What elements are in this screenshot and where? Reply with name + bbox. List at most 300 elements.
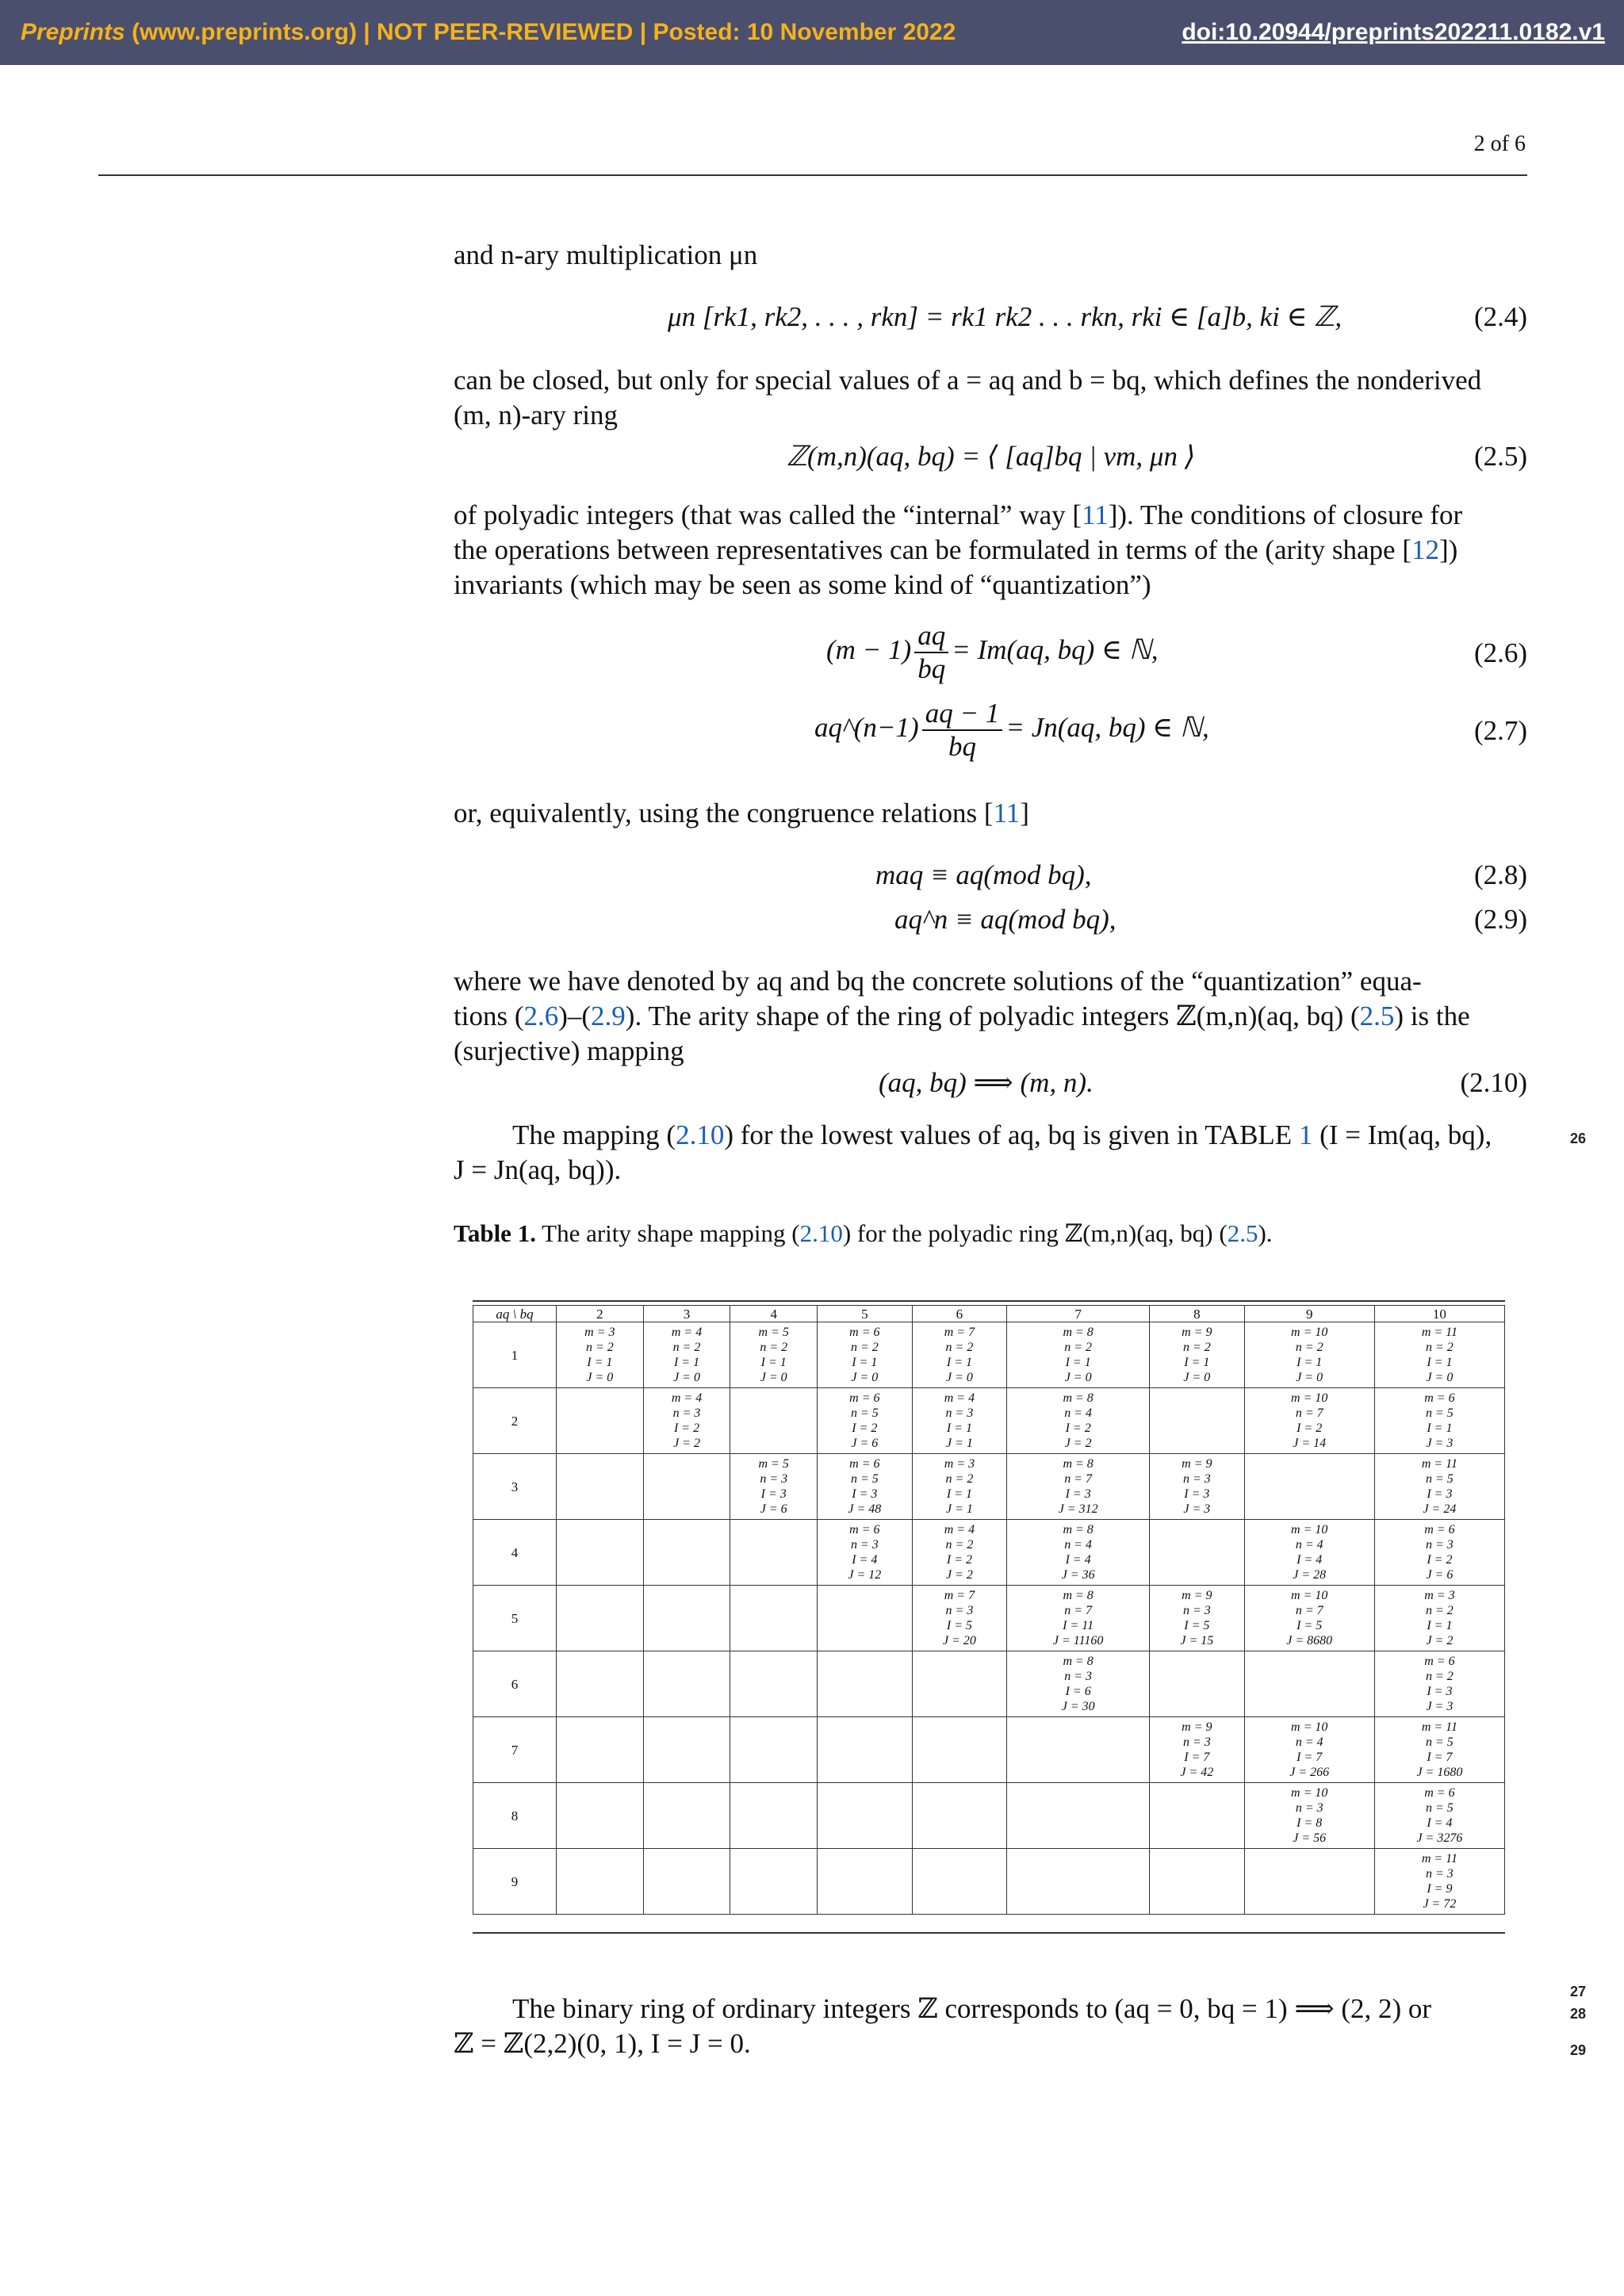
table-cell: [1244, 1717, 1374, 1783]
equation-2-6-lhs: (m − 1): [826, 634, 912, 666]
cell-line: n = 7: [1064, 1604, 1093, 1617]
cell-line: n = 2: [1182, 1341, 1211, 1354]
cell-line: m = 4: [671, 1391, 703, 1405]
cell-line: m = 9: [1182, 1589, 1212, 1602]
citation-link-11[interactable]: 11: [1082, 499, 1109, 530]
cell-line: m = 10: [1291, 1720, 1328, 1734]
row-header: 2: [473, 1388, 557, 1454]
equation-2-7-fraction: [922, 698, 1003, 763]
cell-line: m = 5: [758, 1326, 789, 1339]
cell-line: I = 5: [1297, 1619, 1323, 1632]
cell-line: n = 5: [1426, 1472, 1454, 1486]
table-cell: [1150, 1586, 1245, 1651]
cell-line: J = 14: [1293, 1437, 1327, 1450]
table-cell: [1150, 1388, 1245, 1454]
cell-line: n = 3: [945, 1406, 974, 1420]
cell-line: n = 2: [945, 1538, 974, 1552]
cell-line: J = 8680: [1286, 1634, 1333, 1647]
column-header: 4: [730, 1306, 818, 1322]
cell-line: n = 3: [1295, 1801, 1323, 1815]
paragraph-polyadic-line2: [454, 533, 1527, 568]
cell-line: m = 4: [944, 1523, 975, 1536]
table-cell: [730, 1388, 818, 1454]
equation-2-4-number: (2.4): [1473, 301, 1527, 332]
table-cell: [912, 1454, 1007, 1520]
fraction-numerator: aq: [914, 620, 948, 653]
text-run: ).: [1258, 1219, 1273, 1247]
cell-line: J = 0: [851, 1371, 879, 1384]
table-cell: [818, 1717, 913, 1783]
cell-line: J = 2: [673, 1437, 700, 1450]
text-run: tions (: [454, 1001, 524, 1031]
paragraph-polyadic-line1: [454, 498, 1527, 533]
cell-line: m = 4: [944, 1391, 975, 1405]
cell-line: J = 24: [1423, 1502, 1457, 1516]
cell-line: m = 8: [1063, 1589, 1094, 1602]
column-header: 2: [557, 1306, 644, 1322]
text-run: ) for the lowest values of aq, bq is given in TABLE: [724, 1119, 1299, 1150]
cell-line: m = 6: [1424, 1655, 1455, 1668]
table-row: [473, 1651, 1505, 1717]
table-cell: [1374, 1651, 1504, 1717]
table-cell: [1150, 1454, 1245, 1520]
cell-line: I = 4: [1427, 1816, 1453, 1830]
table-cell: [1150, 1322, 1245, 1388]
table-cell: [1150, 1520, 1245, 1586]
table-cell: [818, 1783, 913, 1849]
paragraph-quantization: [454, 964, 1527, 1069]
column-header: 10: [1374, 1306, 1504, 1322]
cell-line: n = 2: [1426, 1341, 1454, 1354]
paragraph-quantization-line3: (surjective) mapping: [454, 1035, 684, 1066]
cell-line: I = 5: [1184, 1619, 1210, 1632]
cell-line: I = 1: [946, 1487, 972, 1501]
table-row: [473, 1520, 1505, 1586]
row-header: 6: [473, 1651, 557, 1717]
text-run: of polyadic integers (that was called the “internal” way [: [454, 499, 1082, 530]
cell-line: n = 3: [1426, 1867, 1454, 1881]
table-cell: [1374, 1586, 1504, 1651]
equation-2-5-math: ℤ(m,n)(aq, bq) = ⟨ [aq]bq | νm, μn ⟩: [787, 441, 1196, 472]
column-header: 8: [1150, 1306, 1245, 1322]
table-cell: [1150, 1783, 1245, 1849]
paragraph-closure-line1: can be closed, but only for special values of a = aq and b = bq, which defines the nonderived: [454, 365, 1482, 396]
table-cell: [1244, 1783, 1374, 1849]
table-cell: [1244, 1388, 1374, 1454]
cell-line: m = 6: [1424, 1523, 1455, 1536]
paragraph-mapping-line2: J = Jn(aq, bq)).: [454, 1154, 622, 1185]
cell-line: n = 4: [1064, 1538, 1093, 1552]
table-cell: [643, 1783, 730, 1849]
cell-line: n = 5: [1426, 1801, 1454, 1815]
cell-line: J = 42: [1180, 1766, 1214, 1779]
line-number-26: 26: [1569, 1131, 1586, 1146]
cell-line: m = 6: [849, 1457, 880, 1471]
cell-line: n = 2: [945, 1341, 974, 1354]
table-cell: [818, 1322, 913, 1388]
equation-2-9-number: (2.9): [1473, 904, 1527, 935]
cell-line: J = 56: [1293, 1831, 1327, 1845]
fraction-denominator: bq: [948, 731, 977, 762]
cell-line: I = 7: [1184, 1751, 1210, 1764]
text-run: (I = Im(aq, bq),: [1312, 1119, 1492, 1150]
cell-line: m = 11: [1421, 1457, 1457, 1471]
table-cell: [1244, 1651, 1374, 1717]
table-cell: [730, 1454, 818, 1520]
table-caption-label: Table 1.: [454, 1219, 536, 1247]
cell-line: n = 7: [1064, 1472, 1093, 1486]
cell-line: I = 11: [1063, 1619, 1094, 1632]
cell-line: n = 2: [1426, 1604, 1454, 1617]
cell-line: m = 9: [1182, 1457, 1212, 1471]
cell-line: I = 1: [587, 1356, 613, 1369]
cell-line: n = 5: [1426, 1735, 1454, 1749]
cell-line: J = 28: [1293, 1568, 1327, 1582]
cell-line: I = 1: [673, 1356, 700, 1369]
cell-line: m = 6: [1424, 1786, 1455, 1800]
cell-line: J = 12: [848, 1568, 882, 1582]
equation-2-6-fraction: [914, 620, 948, 685]
citation-link-11b[interactable]: 11: [993, 798, 1021, 828]
equation-2-9: [454, 904, 1527, 948]
header-rule: [98, 174, 1527, 176]
cell-line: n = 3: [945, 1604, 974, 1617]
review-status: NOT PEER-REVIEWED: [377, 19, 634, 45]
table-header-row: [473, 1306, 1505, 1322]
preprint-banner: [0, 0, 1624, 65]
table-cell: [1374, 1388, 1504, 1454]
column-header: 5: [818, 1306, 913, 1322]
cell-line: I = 1: [760, 1356, 787, 1369]
equation-2-6-number: (2.6): [1473, 637, 1527, 668]
table-cell: [557, 1783, 644, 1849]
table-cell: [818, 1454, 913, 1520]
banner-separator-2: |: [639, 19, 647, 45]
equation-2-10-number: (2.10): [1460, 1067, 1527, 1098]
cell-line: m = 10: [1291, 1391, 1328, 1405]
table-cell: [730, 1322, 818, 1388]
table-cell: [643, 1849, 730, 1915]
row-header: 3: [473, 1454, 557, 1520]
cell-line: J = 6: [760, 1502, 787, 1516]
posted-date: Posted: 10 November 2022: [653, 19, 956, 45]
table-cell: [1007, 1651, 1150, 1717]
cell-line: I = 1: [946, 1422, 972, 1435]
table-cell: [1374, 1717, 1504, 1783]
equation-ref-2-5[interactable]: 2.5: [1359, 1001, 1395, 1031]
cell-line: n = 4: [1064, 1406, 1093, 1420]
cell-line: m = 3: [1424, 1589, 1455, 1602]
equation-2-7: [454, 698, 1527, 769]
cell-line: I = 9: [1427, 1882, 1453, 1896]
cell-line: J = 20: [942, 1634, 976, 1647]
cell-line: J = 2: [1426, 1634, 1454, 1647]
equation-2-7-math: [814, 698, 1209, 763]
row-header: 1: [473, 1322, 557, 1388]
column-header: 7: [1007, 1306, 1150, 1322]
doi-link[interactable]: doi:10.20944/preprints202211.0182.v1: [1182, 19, 1605, 45]
table-bottom-rule: [473, 1932, 1505, 1934]
cell-line: m = 10: [1291, 1786, 1328, 1800]
cell-line: I = 1: [1184, 1356, 1210, 1369]
text-run: The mapping (: [512, 1119, 676, 1150]
table-cell: [730, 1717, 818, 1783]
table-cell: [643, 1586, 730, 1651]
cell-line: I = 2: [673, 1422, 700, 1435]
equation-2-4-math: μn [rk1, rk2, . . . , rkn] = rk1 rk2 . . . rkn, rki ∈ [a]b, ki ∈ ℤ,: [668, 301, 1342, 332]
table-cell: [557, 1322, 644, 1388]
table-cell: [643, 1651, 730, 1717]
table-row: [473, 1717, 1505, 1783]
equation-ref-2-10[interactable]: 2.10: [676, 1119, 725, 1150]
text-run: the operations between representatives can be formulated in terms of the (arity shape [: [454, 534, 1411, 565]
table-cell: [1007, 1849, 1150, 1915]
table-cell: [912, 1388, 1007, 1454]
preprints-brand: Preprints: [21, 19, 125, 45]
cell-line: J = 0: [945, 1371, 973, 1384]
cell-line: J = 0: [1296, 1371, 1323, 1384]
cell-line: I = 1: [1427, 1356, 1453, 1369]
caption-ref-2-10[interactable]: 2.10: [799, 1219, 843, 1247]
line-number-29: 29: [1569, 2042, 1586, 2058]
cell-line: J = 72: [1423, 1897, 1457, 1911]
table-cell: [912, 1520, 1007, 1586]
cell-line: I = 1: [1427, 1619, 1453, 1632]
cell-line: I = 1: [1297, 1356, 1323, 1369]
table-top-rule: [473, 1300, 1505, 1302]
paragraph-intro: and n-ary multiplication μn: [454, 239, 758, 270]
cell-line: J = 3: [1426, 1700, 1454, 1713]
text-run: ]): [1439, 534, 1458, 565]
table-cell: [1244, 1586, 1374, 1651]
cell-line: m = 5: [758, 1457, 789, 1471]
cell-line: n = 3: [760, 1472, 788, 1486]
cell-line: I = 2: [852, 1422, 878, 1435]
cell-line: I = 7: [1427, 1751, 1453, 1764]
fraction-numerator: aq − 1: [922, 698, 1003, 731]
cell-line: m = 3: [944, 1457, 975, 1471]
table-cell: [912, 1651, 1007, 1717]
table-cell: [1374, 1454, 1504, 1520]
cell-line: m = 6: [849, 1326, 880, 1339]
arity-shape-table: [473, 1305, 1505, 1915]
table-cell: [1374, 1520, 1504, 1586]
equation-2-4: [454, 301, 1527, 346]
table-cell: [1150, 1651, 1245, 1717]
cell-line: J = 0: [673, 1371, 700, 1384]
cell-line: I = 4: [852, 1553, 878, 1567]
equation-2-8: [454, 859, 1527, 904]
cell-line: m = 7: [944, 1326, 975, 1339]
table-cell: [643, 1717, 730, 1783]
row-header: 4: [473, 1520, 557, 1586]
equation-ref-2-9[interactable]: 2.9: [591, 1001, 626, 1031]
table-cell: [912, 1783, 1007, 1849]
table-row: [473, 1783, 1505, 1849]
table-cell: [912, 1322, 1007, 1388]
cell-line: J = 2: [945, 1568, 973, 1582]
table-row: [473, 1388, 1505, 1454]
cell-line: m = 9: [1182, 1720, 1212, 1734]
cell-line: n = 3: [1426, 1538, 1454, 1552]
table-cell: [557, 1849, 644, 1915]
table-cell: [1244, 1849, 1374, 1915]
paragraph-binary-ring-line2: ℤ = ℤ(2,2)(0, 1), I = J = 0.: [454, 2028, 751, 2059]
fraction-denominator: bq: [917, 653, 946, 684]
table-row: [473, 1849, 1505, 1915]
cell-line: m = 10: [1291, 1326, 1328, 1339]
table-cell: [1007, 1586, 1150, 1651]
table-cell: [1244, 1454, 1374, 1520]
cell-line: J = 6: [851, 1437, 879, 1450]
cell-line: I = 3: [1427, 1487, 1453, 1501]
cell-line: J = 30: [1061, 1700, 1095, 1713]
cell-line: n = 2: [1064, 1341, 1093, 1354]
cell-line: J = 11160: [1052, 1634, 1104, 1647]
cell-line: m = 6: [849, 1391, 880, 1405]
table-cell: [1007, 1717, 1150, 1783]
paragraph-binary-ring-line1: The binary ring of ordinary integers ℤ corresponds to (aq = 0, bq = 1) ⟹ (2, 2) or: [512, 1993, 1432, 2024]
paragraph-binary-ring: [454, 1992, 1527, 2061]
cell-line: J = 0: [586, 1371, 614, 1384]
cell-line: J = 48: [848, 1502, 882, 1516]
cell-line: n = 2: [1295, 1341, 1323, 1354]
cell-line: I = 2: [946, 1553, 972, 1567]
cell-line: m = 11: [1421, 1852, 1457, 1866]
table-cell: [557, 1454, 644, 1520]
equation-2-8-number: (2.8): [1473, 859, 1527, 890]
equation-2-5-number: (2.5): [1473, 441, 1527, 472]
table-cell: [1007, 1783, 1150, 1849]
cell-line: I = 3: [1065, 1487, 1091, 1501]
table-cell: [1244, 1322, 1374, 1388]
table-row: [473, 1454, 1505, 1520]
equation-2-6: [454, 620, 1527, 691]
cell-line: I = 1: [946, 1356, 972, 1369]
equation-2-9-math: aq^n ≡ aq(mod bq),: [894, 904, 1116, 935]
cell-line: J = 36: [1061, 1568, 1095, 1582]
cell-line: J = 6: [1426, 1568, 1454, 1582]
equation-2-5: [454, 441, 1527, 485]
equation-ref-2-6[interactable]: 2.6: [523, 1001, 559, 1031]
cell-line: m = 6: [849, 1523, 880, 1536]
table-cell: [1007, 1520, 1150, 1586]
table-cell: [912, 1586, 1007, 1651]
cell-line: n = 4: [1295, 1538, 1323, 1552]
paragraph-polyadic-line3: invariants (which may be seen as some kind of “quantization”): [454, 569, 1151, 600]
citation-link-12[interactable]: 12: [1411, 534, 1439, 565]
cell-line: n = 2: [1426, 1670, 1454, 1683]
cell-line: I = 3: [1184, 1487, 1210, 1501]
table-cell: [557, 1520, 644, 1586]
table-corner-header: aq \ bq: [473, 1306, 557, 1322]
cell-line: I = 4: [1065, 1553, 1091, 1567]
paragraph-mapping-line1: [454, 1118, 1527, 1153]
table-cell: [730, 1783, 818, 1849]
table-cell: [557, 1717, 644, 1783]
cell-line: n = 7: [1295, 1604, 1323, 1617]
column-header: 9: [1244, 1306, 1374, 1322]
table-cell: [1007, 1388, 1150, 1454]
table-row: [473, 1586, 1505, 1651]
table-cell: [643, 1454, 730, 1520]
cell-line: n = 3: [1182, 1472, 1211, 1486]
cell-line: J = 0: [1183, 1371, 1211, 1384]
cell-line: J = 0: [760, 1371, 787, 1384]
cell-line: n = 2: [585, 1341, 614, 1354]
cell-line: n = 3: [1182, 1604, 1211, 1617]
preprints-site-link[interactable]: (www.preprints.org): [132, 19, 357, 45]
table-cell: [557, 1388, 644, 1454]
column-header: 3: [643, 1306, 730, 1322]
table-cell: [1150, 1849, 1245, 1915]
row-header: 9: [473, 1849, 557, 1915]
cell-line: I = 4: [1297, 1553, 1323, 1567]
table-cell: [557, 1651, 644, 1717]
cell-line: n = 3: [672, 1406, 701, 1420]
cell-line: I = 2: [1427, 1553, 1453, 1567]
cell-line: I = 2: [1065, 1422, 1091, 1435]
cell-line: m = 8: [1063, 1655, 1094, 1668]
cell-line: m = 9: [1182, 1326, 1212, 1339]
cell-line: I = 1: [1427, 1422, 1453, 1435]
table-cell: [818, 1586, 913, 1651]
caption-ref-2-5[interactable]: 2.5: [1227, 1219, 1258, 1247]
table-ref-1[interactable]: 1: [1298, 1119, 1313, 1150]
cell-line: J = 3: [1183, 1502, 1211, 1516]
table-cell: [730, 1586, 818, 1651]
row-header: 5: [473, 1586, 557, 1651]
equation-2-8-math: maq ≡ aq(mod bq),: [875, 859, 1092, 890]
cell-line: m = 10: [1291, 1523, 1328, 1536]
cell-line: J = 266: [1289, 1766, 1330, 1779]
table-cell: [643, 1388, 730, 1454]
equation-2-7-number: (2.7): [1473, 715, 1527, 746]
cell-line: n = 4: [1295, 1735, 1323, 1749]
paragraph-quantization-line2: [454, 999, 1527, 1034]
line-number-27: 27: [1569, 1984, 1586, 1999]
table-cell: [1374, 1849, 1504, 1915]
cell-line: I = 3: [1427, 1685, 1453, 1698]
equation-2-10: [454, 1067, 1527, 1112]
table-body: [473, 1322, 1505, 1915]
cell-line: J = 1: [945, 1502, 973, 1516]
table-cell: [557, 1586, 644, 1651]
cell-line: m = 10: [1291, 1589, 1328, 1602]
table-cell: [1374, 1783, 1504, 1849]
text-run: The arity shape mapping (: [542, 1219, 800, 1247]
paragraph-closure-line2: (m, n)-ary ring: [454, 400, 619, 430]
cell-line: n = 5: [850, 1406, 879, 1420]
cell-line: n = 2: [945, 1472, 974, 1486]
cell-line: n = 5: [850, 1472, 879, 1486]
cell-line: J = 0: [1426, 1371, 1454, 1384]
cell-line: J = 312: [1058, 1502, 1098, 1516]
text-run: ) is the: [1394, 1001, 1470, 1031]
table-cell: [818, 1651, 913, 1717]
cell-line: m = 11: [1421, 1326, 1457, 1339]
cell-line: n = 5: [1426, 1406, 1454, 1420]
cell-line: m = 8: [1063, 1523, 1094, 1536]
table-cell: [1244, 1520, 1374, 1586]
cell-line: J = 3276: [1416, 1831, 1463, 1845]
table-cell: [643, 1322, 730, 1388]
text-run: )–(: [558, 1001, 592, 1031]
row-header: 8: [473, 1783, 557, 1849]
cell-line: J = 15: [1180, 1634, 1214, 1647]
text-run: ]). The conditions of closure for: [1108, 499, 1463, 530]
table-cell: [730, 1651, 818, 1717]
